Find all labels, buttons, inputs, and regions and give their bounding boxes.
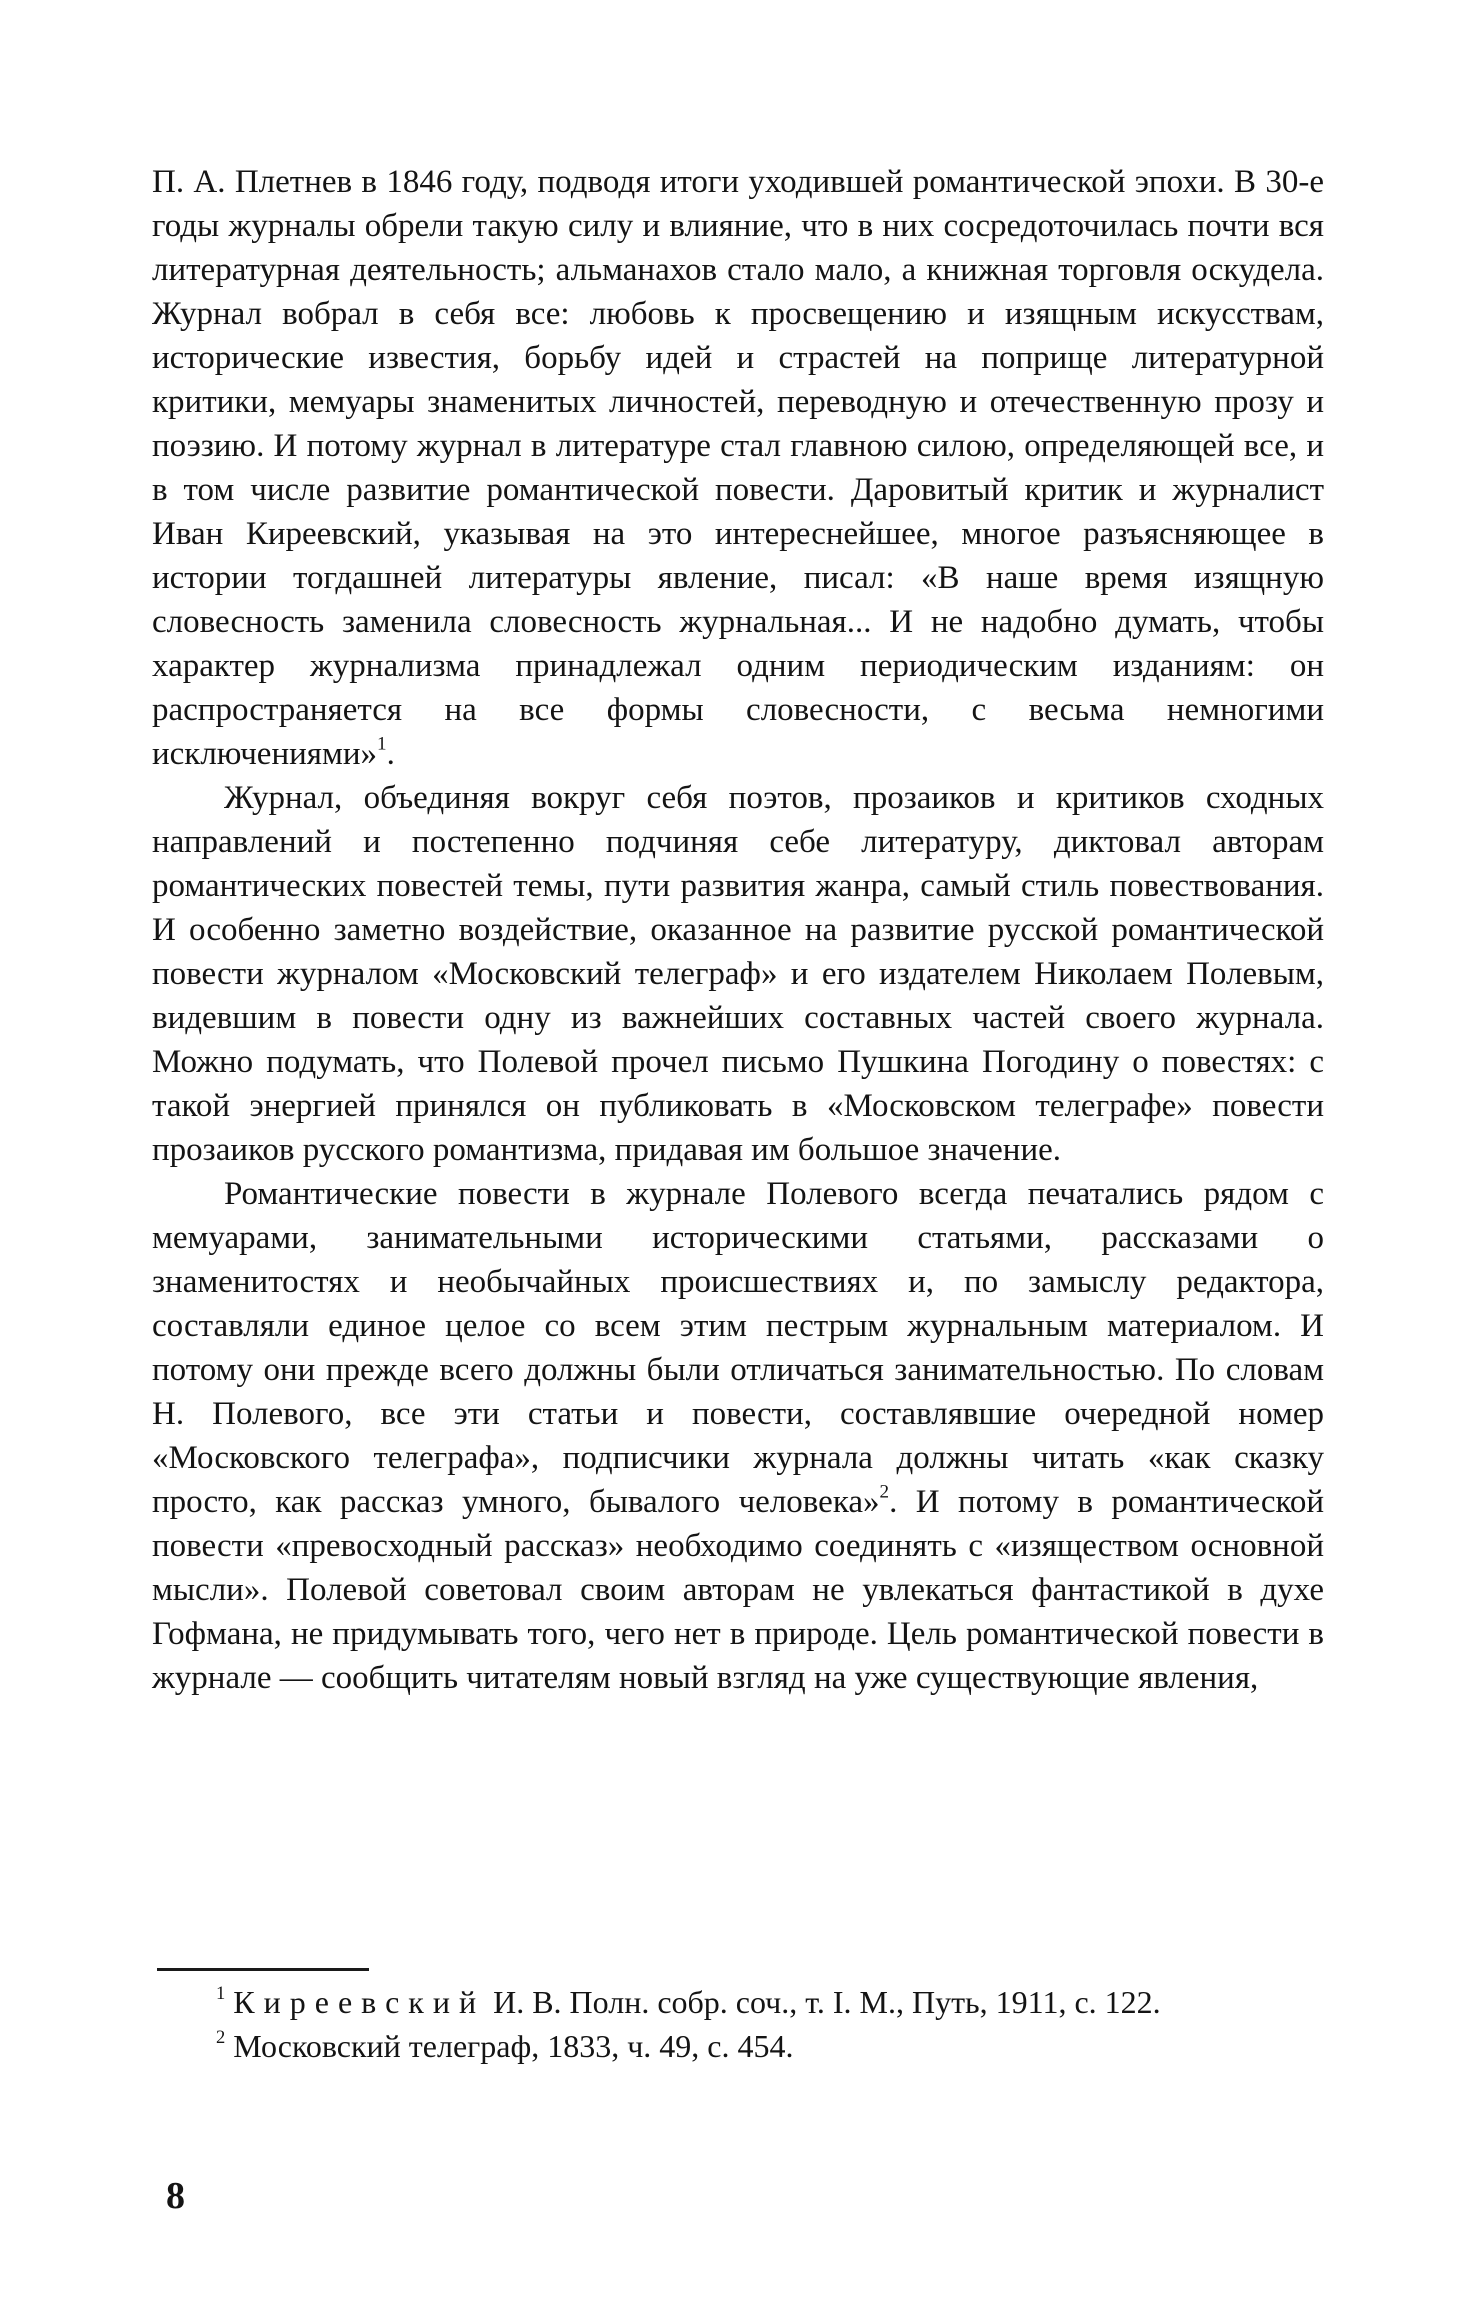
paragraph: П. А. Плетнев в 1846 году, подводя итоги уходившей романтической эпохи. В 30-е годы журналы обрели такую силу и влияние, что в них сосредоточилась почти вся литературная деятельность; альманахов стало мало, а книжная торговля оскудела. Журнал вобрал в себя все: любовь к просвещению и изящным искусствам, исторические известия, борьбу идей и страстей на поприще литературной критики, мемуары знаменитых личностей, переводную и отечественную прозу и поэзию. И потому журнал в литературе стал главною силою, определяющей все, и в том числе развитие романтической повести. Даровитый критик и журналист Иван Киреевский, указывая на это интереснейшее, многое разъясняющее в истории тогдашней литературы явление, писал: «В наше время изящную словесность заменила словесность журнальная... И не надобно думать, чтобы характер журнализма принадлежал одним периодическим изданиям: он распространяется на все формы словесности, с весьма немногими исключениями»$^1$. <box>152 164 1324 772</box>
paragraph <box>152 776 1324 1172</box>
page-number: 8 <box>166 2175 185 2217</box>
footnote-ref: 1 <box>377 733 387 755</box>
footnote-mark: 2 <box>216 2027 226 2049</box>
footnote <box>158 1980 1324 2024</box>
main-text <box>152 160 1324 1700</box>
footnote <box>158 2024 1324 2068</box>
paragraph-text: Романтические повести в журнале Полевого всегда печатались рядом с мемуарами, занимательными историческими статьями, рассказами о знаменитостях и необычайных происшествиях и, по замыслу редактора, составляли единое целое со всем этим пестрым журнальным материалом. И потому они прежде всего должны были отличаться занимательностью. По словам Н. Полевого, все эти статьи и повести, составлявшие очередной номер «Московского телеграфа», подписчики журнала должны читать «как сказку просто, как рассказ умного, бывалого человека» <box>152 1176 1324 1520</box>
footnote-ref: 2 <box>879 1481 890 1503</box>
footnote-author: Киреевский <box>233 1984 486 2020</box>
footnote-text: Московский телеграф, 1833, ч. 49, с. 454. <box>225 2028 794 2064</box>
paragraph-text: . И потому в романтической повести «превосходный рассказ» необходимо соединять с «изяществом основной мысли». Полевой советовал своим авторам не увлекаться фантастикой в духе Гофмана, не придумывать того, чего нет в природе. Цель романтической повести в журнале — сообщить читателям новый взгляд на уже существующие явления, <box>152 1484 1324 1696</box>
footnotes <box>158 1980 1324 2068</box>
paragraph <box>152 1172 1324 1700</box>
footnote-text: И. В. Полн. собр. соч., т. I. М., Путь, 1911, с. 122. <box>485 1984 1161 2020</box>
paragraph-text: П. А. Плетнев в 1846 году, подводя итоги уходившей романтической эпохи. В 30-е годы журналы обрели такую силу и влияние, что в них сосредоточилась почти вся литературная деятельность; альманахов стало мало, а книжная торговля оскудела. Журнал вобрал в себя все: любовь к просвещению и изящным искусствам, исторические известия, борьбу идей и страстей на поприще литературной критики, мемуары знаменитых личностей, переводную и отечественную прозу и поэзию. И потому журнал в литературе стал главною силою, определяющей все, и в том числе развитие романтической повести. Даровитый критик и журналист Иван Киреевский, указывая на это интереснейшее, многое разъясняющее в истории тогдашней литературы явление, писал: «В наше время изящную словесность заменила словесность журнальная... И не надобно думать, чтобы характер журнализма принадлежал одним периодическим изданиям: он распространяется на все формы словесности, с весьма немногими исключениями» <box>152 164 1324 772</box>
paragraph-text: Журнал, объединяя вокруг себя поэтов, прозаиков и критиков сходных направлений и постепенно подчиняя себе литературу, диктовал авторам романтических повестей темы, пути развития жанра, самый стиль повествования. И особенно заметно воздействие, оказанное на развитие русской романтической повести журналом «Московский телеграф» и его издателем Николаем Полевым, видевшим в повести одну из важнейших составных частей своего журнала. Можно подумать, что Полевой прочел письмо Пушкина Погодину о повестях: с такой энергией принялся он публиковать в «Московском телеграфе» повести прозаиков русского романтизма, придавая им большое значение. <box>152 780 1324 1168</box>
footnote-mark: 1 <box>216 1983 226 2005</box>
footnote-divider <box>157 1968 369 1971</box>
